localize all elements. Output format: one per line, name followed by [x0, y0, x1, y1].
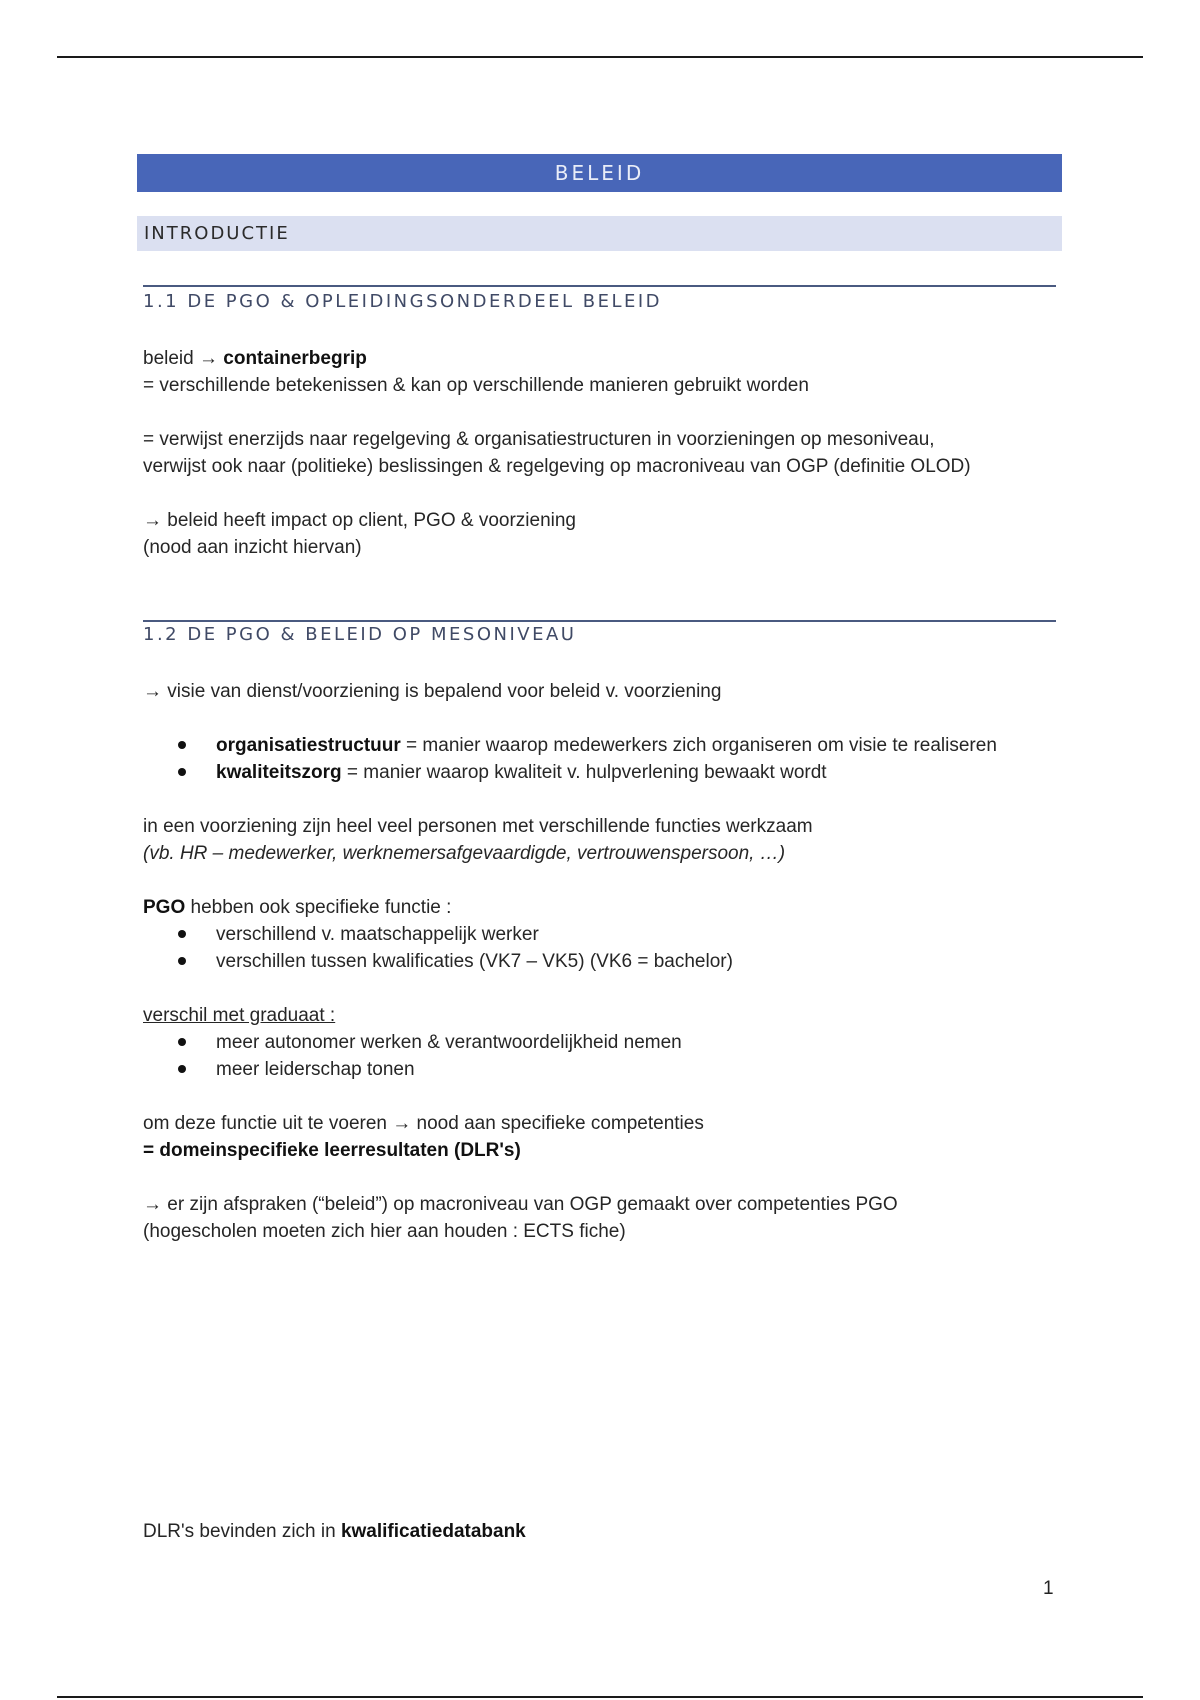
paragraph-competenties: om deze functie uit te voeren → nood aan specifieke competenties	[143, 1113, 704, 1134]
list-item-kwalificaties: verschillen tussen kwalificaties (VK7 – VK5) (VK6 = bachelor)	[216, 951, 733, 972]
bottom-border-line	[57, 1696, 1143, 1698]
top-border-line	[57, 56, 1143, 58]
bullet-icon	[178, 930, 188, 940]
paragraph-definition: = verschillende betekenissen & kan op verschillende manieren gebruikt worden	[143, 375, 809, 396]
paragraph-impact: → beleid heeft impact op client, PGO & voorziening	[143, 510, 577, 531]
list-item-organisatiestructuur: organisatiestructuur = manier waarop medewerkers zich organiseren om visie te realiseren	[216, 735, 997, 756]
paragraph-mesoniveau: = verwijst enerzijds naar regelgeving & organisatiestructuren in voorzieningen op mesoniveau,	[143, 429, 935, 450]
paragraph-afspraken: → er zijn afspraken (“beleid”) op macroniveau van OGP gemaakt over competenties PGO	[143, 1194, 898, 1215]
paragraph-inzicht: (nood aan inzicht hiervan)	[143, 537, 362, 558]
section-1-title: 1.1 DE PGO & OPLEIDINGSONDERDEEL BELEID	[143, 291, 663, 312]
paragraph-visie: → visie van dienst/voorziening is bepalend voor beleid v. voorziening	[143, 681, 722, 702]
document-title-banner: BELEID	[137, 154, 1062, 192]
bullet-icon	[178, 768, 188, 778]
paragraph-macroniveau: verwijst ook naar (politieke) beslissingen & regelgeving op macroniveau van OGP (definitie OLOD)	[143, 456, 971, 477]
paragraph-dlr: = domeinspecifieke leerresultaten (DLR's)	[143, 1140, 521, 1161]
paragraph-beleid: beleid → containerbegrip	[143, 348, 367, 369]
bullet-icon	[178, 1038, 188, 1048]
bullet-icon	[178, 957, 188, 967]
intro-heading: INTRODUCTIE	[137, 216, 1062, 251]
paragraph-pgo-functie: PGO hebben ook specifieke functie :	[143, 897, 452, 918]
paragraph-hogescholen: (hogescholen moeten zich hier aan houden : ECTS fiche)	[143, 1221, 626, 1242]
bullet-icon	[178, 1065, 188, 1075]
paragraph-kwalificatiedatabank: DLR's bevinden zich in kwalificatiedatabank	[143, 1521, 526, 1542]
list-item-leiderschap: meer leiderschap tonen	[216, 1059, 415, 1080]
paragraph-voorziening: in een voorziening zijn heel veel personen met verschillende functies werkzaam	[143, 816, 813, 837]
paragraph-examples: (vb. HR – medewerker, werknemersafgevaardigde, vertrouwenspersoon, …)	[143, 843, 786, 864]
list-item-autonomer: meer autonomer werken & verantwoordelijkheid nemen	[216, 1032, 682, 1053]
page-number: 1	[1043, 1578, 1054, 1599]
list-item-kwaliteitszorg: kwaliteitszorg = manier waarop kwaliteit v. hulpverlening bewaakt wordt	[216, 762, 827, 783]
section-2-divider	[143, 620, 1056, 622]
list-item-maatschappelijk-werker: verschillend v. maatschappelijk werker	[216, 924, 539, 945]
section-2-title: 1.2 DE PGO & BELEID OP MESONIVEAU	[143, 624, 577, 645]
paragraph-graduaat-heading: verschil met graduaat :	[143, 1005, 336, 1026]
bullet-icon	[178, 741, 188, 751]
section-1-divider	[143, 285, 1056, 287]
